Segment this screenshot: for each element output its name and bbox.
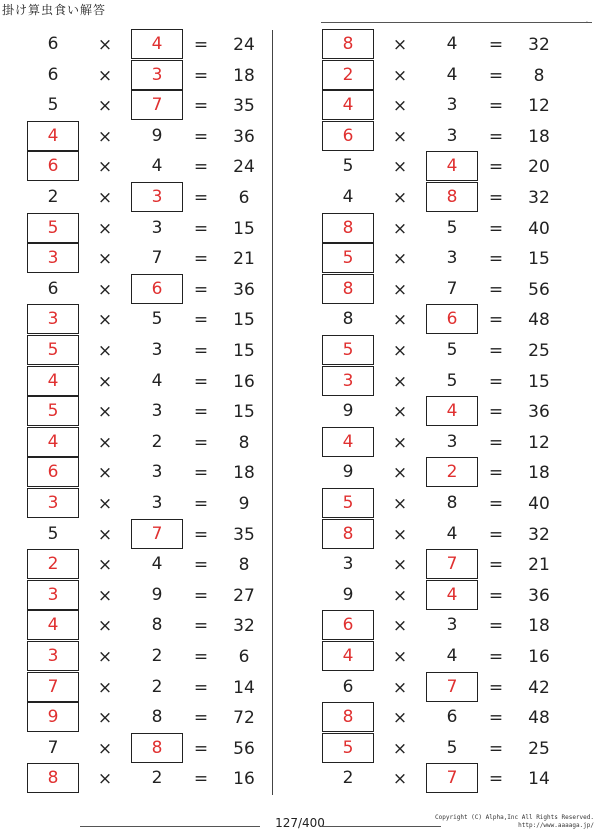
- equals-sign: =: [193, 432, 209, 453]
- factor-b: 2: [151, 676, 163, 697]
- equals-sign: =: [193, 249, 209, 270]
- factor-a: 6: [47, 64, 59, 85]
- factor-b: 2: [151, 646, 163, 666]
- site-url: http://www.aaaaga.jp/: [518, 822, 594, 829]
- answer-box: 8: [322, 702, 374, 732]
- equals-sign: =: [193, 677, 209, 698]
- equals-sign: =: [488, 279, 504, 300]
- times-sign: ×: [392, 371, 408, 392]
- equals-sign: =: [488, 432, 504, 453]
- page-number: 127/400: [275, 816, 325, 830]
- answer-box: 4: [27, 610, 79, 640]
- factor-b: 4: [446, 646, 458, 666]
- times-sign: ×: [97, 463, 113, 484]
- product: 14: [528, 769, 550, 790]
- times-sign: ×: [392, 126, 408, 147]
- answer-box: 4: [322, 641, 374, 671]
- factor-b: 3: [151, 401, 163, 422]
- factor-b: 5: [446, 340, 458, 360]
- factor-b: 3: [151, 462, 163, 483]
- equals-sign: =: [488, 371, 504, 392]
- product: 32: [528, 35, 550, 55]
- times-sign: ×: [392, 769, 408, 790]
- answer-box: 7: [426, 672, 478, 702]
- times-sign: ×: [392, 463, 408, 484]
- equals-sign: =: [193, 524, 209, 545]
- answer-box: 8: [322, 274, 374, 304]
- times-sign: ×: [392, 35, 408, 55]
- product: 21: [528, 555, 550, 576]
- equals-sign: =: [488, 524, 504, 545]
- corner-mark: .: [586, 17, 588, 24]
- product: 48: [528, 708, 550, 729]
- answer-box: 2: [27, 549, 79, 579]
- factor-a: 6: [47, 278, 59, 299]
- times-sign: ×: [97, 249, 113, 270]
- footer-rule-left: [80, 826, 260, 827]
- equals-sign: =: [193, 126, 209, 147]
- answer-box: 4: [322, 90, 374, 120]
- times-sign: ×: [392, 677, 408, 698]
- product: 16: [528, 647, 550, 667]
- equals-sign: =: [193, 585, 209, 606]
- factor-b: 3: [446, 615, 458, 636]
- factor-b: 5: [151, 309, 163, 330]
- product: 18: [528, 126, 550, 147]
- times-sign: ×: [392, 616, 408, 637]
- answer-box: 5: [27, 213, 79, 243]
- product: 6: [238, 188, 250, 208]
- product: 36: [528, 585, 550, 606]
- factor-b: 3: [151, 493, 163, 513]
- product: 21: [233, 249, 255, 270]
- answer-box: 3: [131, 60, 183, 90]
- answer-box: 6: [426, 304, 478, 334]
- times-sign: ×: [392, 188, 408, 208]
- factor-b: 7: [151, 248, 163, 269]
- product: 18: [233, 65, 255, 86]
- product: 12: [528, 96, 550, 117]
- equals-sign: =: [488, 65, 504, 86]
- page-title: 掛け算虫食い解答: [2, 3, 107, 17]
- product: 24: [233, 157, 255, 178]
- times-sign: ×: [97, 432, 113, 453]
- answer-box: 3: [27, 580, 79, 610]
- times-sign: ×: [392, 708, 408, 729]
- equals-sign: =: [488, 402, 504, 423]
- factor-a: 3: [342, 554, 354, 575]
- times-sign: ×: [392, 218, 408, 239]
- answer-box: 8: [322, 519, 374, 549]
- answer-box: 5: [27, 335, 79, 365]
- answer-box: 5: [322, 335, 374, 365]
- times-sign: ×: [97, 585, 113, 606]
- product: 16: [233, 371, 255, 392]
- equals-sign: =: [488, 249, 504, 270]
- answer-box: 5: [322, 243, 374, 273]
- times-sign: ×: [392, 157, 408, 178]
- times-sign: ×: [97, 616, 113, 637]
- times-sign: ×: [97, 524, 113, 545]
- factor-b: 3: [151, 340, 163, 360]
- factor-b: 4: [446, 523, 458, 544]
- product: 16: [233, 769, 255, 790]
- answer-box: 6: [322, 121, 374, 151]
- factor-a: 6: [47, 34, 59, 54]
- times-sign: ×: [97, 402, 113, 423]
- equals-sign: =: [488, 708, 504, 729]
- answer-box: 8: [322, 29, 374, 59]
- product: 9: [238, 494, 250, 514]
- times-sign: ×: [97, 738, 113, 759]
- equals-sign: =: [193, 494, 209, 514]
- equals-sign: =: [193, 35, 209, 55]
- equals-sign: =: [193, 310, 209, 331]
- equals-sign: =: [193, 157, 209, 178]
- product: 6: [238, 647, 250, 667]
- factor-b: 4: [151, 156, 163, 177]
- answer-box: 4: [27, 427, 79, 457]
- times-sign: ×: [97, 769, 113, 790]
- product: 35: [233, 96, 255, 117]
- times-sign: ×: [392, 65, 408, 86]
- answer-box: 7: [131, 519, 183, 549]
- factor-a: 9: [342, 401, 354, 422]
- equals-sign: =: [488, 188, 504, 208]
- product: 24: [233, 35, 255, 55]
- factor-a: 2: [47, 187, 59, 207]
- equals-sign: =: [193, 279, 209, 300]
- factor-a: 8: [342, 309, 354, 330]
- copyright-text: Copyright (C) Alpha,Inc All Rights Reserved.: [435, 814, 594, 821]
- factor-b: 9: [151, 125, 163, 146]
- product: 8: [533, 65, 545, 86]
- equals-sign: =: [488, 341, 504, 361]
- factor-a: 6: [342, 676, 354, 697]
- equals-sign: =: [193, 738, 209, 759]
- equals-sign: =: [193, 96, 209, 117]
- factor-b: 7: [446, 278, 458, 299]
- factor-b: 8: [446, 493, 458, 513]
- factor-a: 5: [47, 95, 59, 116]
- answer-box: 5: [322, 488, 374, 518]
- product: 12: [528, 432, 550, 453]
- product: 36: [233, 126, 255, 147]
- equals-sign: =: [193, 218, 209, 239]
- equals-sign: =: [193, 769, 209, 790]
- equals-sign: =: [488, 157, 504, 178]
- equals-sign: =: [193, 616, 209, 637]
- product: 8: [238, 432, 250, 453]
- factor-a: 5: [342, 156, 354, 177]
- equals-sign: =: [193, 188, 209, 208]
- product: 15: [233, 310, 255, 331]
- equals-sign: =: [193, 402, 209, 423]
- product: 8: [238, 555, 250, 576]
- product: 20: [528, 157, 550, 178]
- factor-b: 5: [446, 370, 458, 391]
- product: 48: [528, 310, 550, 331]
- times-sign: ×: [97, 371, 113, 392]
- product: 32: [528, 188, 550, 208]
- answer-box: 4: [27, 366, 79, 396]
- equals-sign: =: [193, 463, 209, 484]
- answer-box: 6: [27, 457, 79, 487]
- factor-b: 4: [151, 370, 163, 391]
- product: 18: [528, 463, 550, 484]
- product: 36: [233, 279, 255, 300]
- factor-b: 4: [446, 64, 458, 85]
- factor-b: 3: [446, 125, 458, 146]
- factor-b: 3: [446, 95, 458, 116]
- copyright-notice: [435, 814, 594, 830]
- answer-box: 7: [426, 763, 478, 793]
- times-sign: ×: [97, 310, 113, 331]
- product: 15: [233, 402, 255, 423]
- top-rule: [321, 22, 592, 23]
- answer-box: 8: [322, 213, 374, 243]
- factor-b: 3: [446, 431, 458, 452]
- factor-b: 9: [151, 584, 163, 605]
- times-sign: ×: [392, 738, 408, 759]
- times-sign: ×: [392, 647, 408, 667]
- equals-sign: =: [488, 647, 504, 667]
- times-sign: ×: [97, 157, 113, 178]
- times-sign: ×: [392, 341, 408, 361]
- answer-box: 3: [27, 641, 79, 671]
- equals-sign: =: [488, 677, 504, 698]
- equals-sign: =: [193, 647, 209, 667]
- answer-box: 3: [27, 243, 79, 273]
- times-sign: ×: [97, 218, 113, 239]
- product: 36: [528, 402, 550, 423]
- answer-box: 4: [426, 580, 478, 610]
- equals-sign: =: [488, 463, 504, 484]
- answer-box: 6: [27, 151, 79, 181]
- answer-box: 4: [322, 427, 374, 457]
- answer-box: 7: [426, 549, 478, 579]
- factor-b: 3: [446, 248, 458, 269]
- equals-sign: =: [193, 341, 209, 361]
- product: 42: [528, 677, 550, 698]
- equals-sign: =: [488, 35, 504, 55]
- factor-b: 2: [151, 768, 163, 789]
- answer-box: 8: [131, 733, 183, 763]
- equals-sign: =: [488, 585, 504, 606]
- answer-box: 9: [27, 702, 79, 732]
- product: 32: [233, 616, 255, 637]
- equals-sign: =: [193, 555, 209, 576]
- equals-sign: =: [488, 310, 504, 331]
- times-sign: ×: [97, 555, 113, 576]
- product: 32: [528, 524, 550, 545]
- product: 35: [233, 524, 255, 545]
- product: 27: [233, 585, 255, 606]
- product: 15: [528, 371, 550, 392]
- product: 56: [233, 738, 255, 759]
- times-sign: ×: [392, 524, 408, 545]
- answer-box: 3: [131, 182, 183, 212]
- answer-box: 4: [27, 121, 79, 151]
- equals-sign: =: [488, 126, 504, 147]
- product: 18: [528, 616, 550, 637]
- times-sign: ×: [97, 494, 113, 514]
- times-sign: ×: [97, 188, 113, 208]
- answer-box: 5: [27, 396, 79, 426]
- times-sign: ×: [392, 432, 408, 453]
- factor-a: 9: [342, 584, 354, 605]
- answer-box: 7: [131, 90, 183, 120]
- times-sign: ×: [392, 96, 408, 117]
- equals-sign: =: [193, 65, 209, 86]
- product: 72: [233, 708, 255, 729]
- answer-box: 8: [426, 182, 478, 212]
- times-sign: ×: [392, 249, 408, 270]
- column-divider: [272, 30, 273, 795]
- equals-sign: =: [193, 371, 209, 392]
- times-sign: ×: [392, 402, 408, 423]
- times-sign: ×: [97, 647, 113, 667]
- times-sign: ×: [97, 708, 113, 729]
- factor-a: 4: [342, 187, 354, 207]
- equals-sign: =: [488, 616, 504, 637]
- answer-box: 7: [27, 672, 79, 702]
- factor-b: 8: [151, 707, 163, 728]
- answer-box: 4: [426, 396, 478, 426]
- times-sign: ×: [392, 585, 408, 606]
- answer-box: 5: [322, 733, 374, 763]
- product: 14: [233, 677, 255, 698]
- factor-a: 2: [342, 768, 354, 789]
- equals-sign: =: [488, 494, 504, 514]
- answer-box: 3: [322, 366, 374, 396]
- product: 15: [233, 218, 255, 239]
- product: 25: [528, 341, 550, 361]
- product: 15: [233, 341, 255, 361]
- times-sign: ×: [392, 494, 408, 514]
- factor-b: 6: [446, 707, 458, 728]
- product: 18: [233, 463, 255, 484]
- times-sign: ×: [97, 96, 113, 117]
- times-sign: ×: [97, 677, 113, 698]
- factor-b: 8: [151, 615, 163, 636]
- product: 15: [528, 249, 550, 270]
- equals-sign: =: [488, 738, 504, 759]
- factor-b: 5: [446, 737, 458, 758]
- answer-box: 8: [27, 763, 79, 793]
- times-sign: ×: [392, 555, 408, 576]
- times-sign: ×: [97, 65, 113, 86]
- factor-b: 4: [446, 34, 458, 54]
- answer-box: 3: [27, 304, 79, 334]
- answer-box: 6: [131, 274, 183, 304]
- factor-b: 4: [151, 554, 163, 575]
- product: 40: [528, 494, 550, 514]
- product: 25: [528, 738, 550, 759]
- factor-a: 5: [47, 523, 59, 544]
- answer-box: 2: [426, 457, 478, 487]
- equals-sign: =: [193, 708, 209, 729]
- product: 40: [528, 218, 550, 239]
- times-sign: ×: [97, 35, 113, 55]
- times-sign: ×: [392, 310, 408, 331]
- factor-b: 2: [151, 431, 163, 452]
- times-sign: ×: [97, 341, 113, 361]
- answer-box: 6: [322, 610, 374, 640]
- factor-a: 9: [342, 462, 354, 483]
- equals-sign: =: [488, 555, 504, 576]
- factor-a: 7: [47, 737, 59, 758]
- equals-sign: =: [488, 218, 504, 239]
- factor-b: 3: [151, 217, 163, 238]
- footer-rule-right: [321, 826, 441, 827]
- factor-b: 5: [446, 217, 458, 238]
- answer-box: 4: [131, 29, 183, 59]
- product: 56: [528, 279, 550, 300]
- times-sign: ×: [392, 279, 408, 300]
- answer-box: 3: [27, 488, 79, 518]
- equals-sign: =: [488, 96, 504, 117]
- answer-box: 4: [426, 151, 478, 181]
- equals-sign: =: [488, 769, 504, 790]
- times-sign: ×: [97, 279, 113, 300]
- answer-box: 2: [322, 60, 374, 90]
- times-sign: ×: [97, 126, 113, 147]
